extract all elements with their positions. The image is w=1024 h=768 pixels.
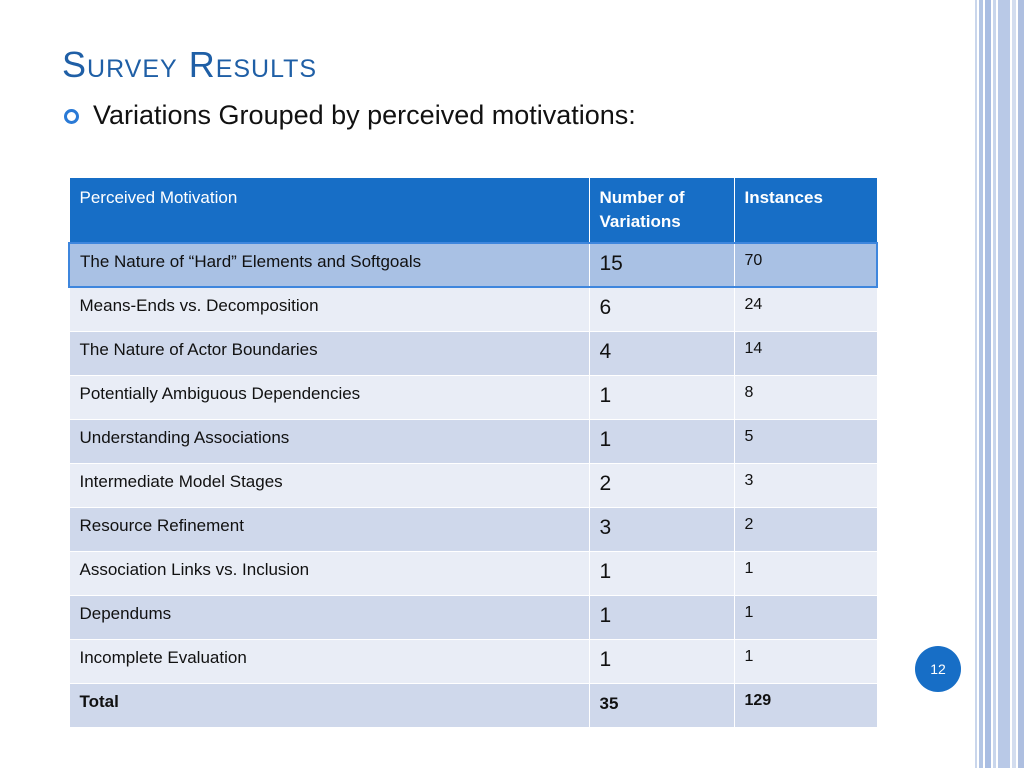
decorative-stripe <box>975 0 977 768</box>
variations-cell: 15 <box>589 243 734 287</box>
motivation-cell: Potentially Ambiguous Dependencies <box>69 375 589 419</box>
table-header-row <box>69 178 877 244</box>
motivation-cell: Incomplete Evaluation <box>69 639 589 683</box>
bullet-text: Variations Grouped by perceived motivations: <box>93 100 636 130</box>
table-row <box>69 595 877 639</box>
motivation-cell: Means-Ends vs. Decomposition <box>69 287 589 331</box>
bullet-point <box>64 100 636 131</box>
motivation-cell: Association Links vs. Inclusion <box>69 551 589 595</box>
variations-cell: 3 <box>589 507 734 551</box>
header-perceived-motivation: Perceived Motivation <box>69 178 589 244</box>
table-total-row <box>69 683 877 727</box>
instances-cell: 1 <box>734 639 877 683</box>
table-row <box>69 507 877 551</box>
variations-cell: 4 <box>589 331 734 375</box>
decorative-stripe <box>993 0 996 768</box>
instances-cell: 1 <box>734 551 877 595</box>
total-instances-cell: 129 <box>734 683 877 727</box>
table-row <box>69 287 877 331</box>
page-number-badge: 12 <box>915 646 961 692</box>
table-row <box>69 639 877 683</box>
variations-cell: 1 <box>589 375 734 419</box>
decorative-stripe <box>1018 0 1024 768</box>
variations-cell: 6 <box>589 287 734 331</box>
motivation-cell: Resource Refinement <box>69 507 589 551</box>
decorative-stripe <box>998 0 1010 768</box>
instances-cell: 24 <box>734 287 877 331</box>
motivation-cell: Dependums <box>69 595 589 639</box>
instances-cell: 1 <box>734 595 877 639</box>
variations-cell: 1 <box>589 419 734 463</box>
decorative-stripe <box>979 0 983 768</box>
table-row <box>69 551 877 595</box>
table-row <box>69 375 877 419</box>
motivation-cell: Understanding Associations <box>69 419 589 463</box>
variations-cell: 2 <box>589 463 734 507</box>
variations-cell: 1 <box>589 595 734 639</box>
total-variations-cell: 35 <box>589 683 734 727</box>
motivation-cell: Intermediate Model Stages <box>69 463 589 507</box>
motivation-cell: The Nature of Actor Boundaries <box>69 331 589 375</box>
table-row <box>69 463 877 507</box>
variations-cell: 1 <box>589 551 734 595</box>
motivation-cell: The Nature of “Hard” Elements and Softgoals <box>69 243 589 287</box>
ring-bullet-icon <box>64 109 79 124</box>
variations-cell: 1 <box>589 639 734 683</box>
decorative-stripe <box>985 0 991 768</box>
decorative-stripe <box>1012 0 1016 768</box>
instances-cell: 2 <box>734 507 877 551</box>
header-number-of-variations: Number of Variations <box>589 178 734 244</box>
table-row <box>69 243 877 287</box>
results-table <box>68 177 878 728</box>
instances-cell: 14 <box>734 331 877 375</box>
table-row <box>69 419 877 463</box>
instances-cell: 8 <box>734 375 877 419</box>
table-row <box>69 331 877 375</box>
instances-cell: 5 <box>734 419 877 463</box>
header-instances: Instances <box>734 178 877 244</box>
slide-title: Survey Results <box>62 44 318 85</box>
total-label-cell: Total <box>69 683 589 727</box>
instances-cell: 3 <box>734 463 877 507</box>
instances-cell: 70 <box>734 243 877 287</box>
